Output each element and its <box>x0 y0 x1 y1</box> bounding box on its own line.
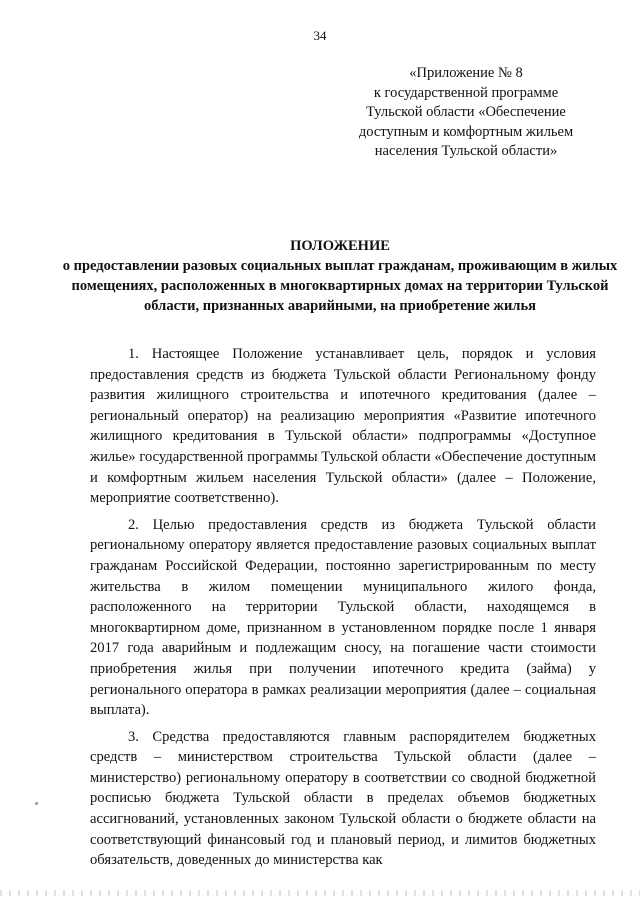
page-number: 34 <box>313 28 327 43</box>
paragraph-1: 1. Настоящее Положение устанавливает цель, порядок и условия предоставления средств из бюджета Тульской области Региональному фонду развития жилищного строительства и ипотечного кредитования (далее – региональный оператор) на реализацию мероприятия «Развитие ипотечного жилищного кредитования в Тульской области» подпрограммы «Доступное жилье» государственной программы Тульской области «Обеспечение доступным и комфортным жильем населения Тульской области» (далее – Положение, мероприятие соответственно). <box>90 346 596 507</box>
title-heading: ПОЛОЖЕНИЕ <box>290 238 390 254</box>
scan-artifact-edge <box>0 890 640 896</box>
paragraph-2: 2. Целью предоставления средств из бюджета Тульской области региональному оператору является предоставление разовых социальных выплат гражданам Российской Федерации, постоянно зарегистрированным по месту жительства в жилом помещении муниципального жилого фонда, расположенного на территории Тульской области, находящемся в многоквартирном доме, признанном в установленном порядке после 1 января 2017 года аварийным и подлежащим сносу, на погашение части стоимости приобретения жилья при получении ипотечного кредита (займа) у регионального оператора в рамках реализации мероприятия (далее – социальная выплата). <box>90 516 596 719</box>
title-subtitle: о предоставлении разовых социальных выплат гражданам, проживающим в жилых помещениях, расположенных в многоквартирных домах на территории Тульской области, признанных аварийными, на приобретение жилья <box>62 258 618 314</box>
appendix-line: «Приложение № 8 <box>409 65 523 81</box>
appendix-line: к государственной программе <box>373 84 559 101</box>
appendix-line: населения Тульской области» <box>374 143 558 159</box>
appendix-reference <box>344 64 588 162</box>
paragraph-3: 3. Средства предоставляются главным распорядителем бюджетных средств – министерством строительства Тульской области (далее – министерство) региональному оператору в соответствии со сводной бюджетной росписью бюджета Тульской области в пределах объемов бюджетных ассигнований, установленных законом Тульской области о бюджете области на соответствующий финансовый год и плановый период, и лимитов бюджетных обязательств, доведенных до министерства как <box>90 728 596 869</box>
scan-artifact-dot <box>35 802 38 805</box>
document-title <box>60 236 620 316</box>
appendix-line: Тульской области «Обеспечение <box>366 104 566 120</box>
document-body <box>90 344 596 877</box>
appendix-line: доступным и комфортным жильем <box>358 123 574 140</box>
